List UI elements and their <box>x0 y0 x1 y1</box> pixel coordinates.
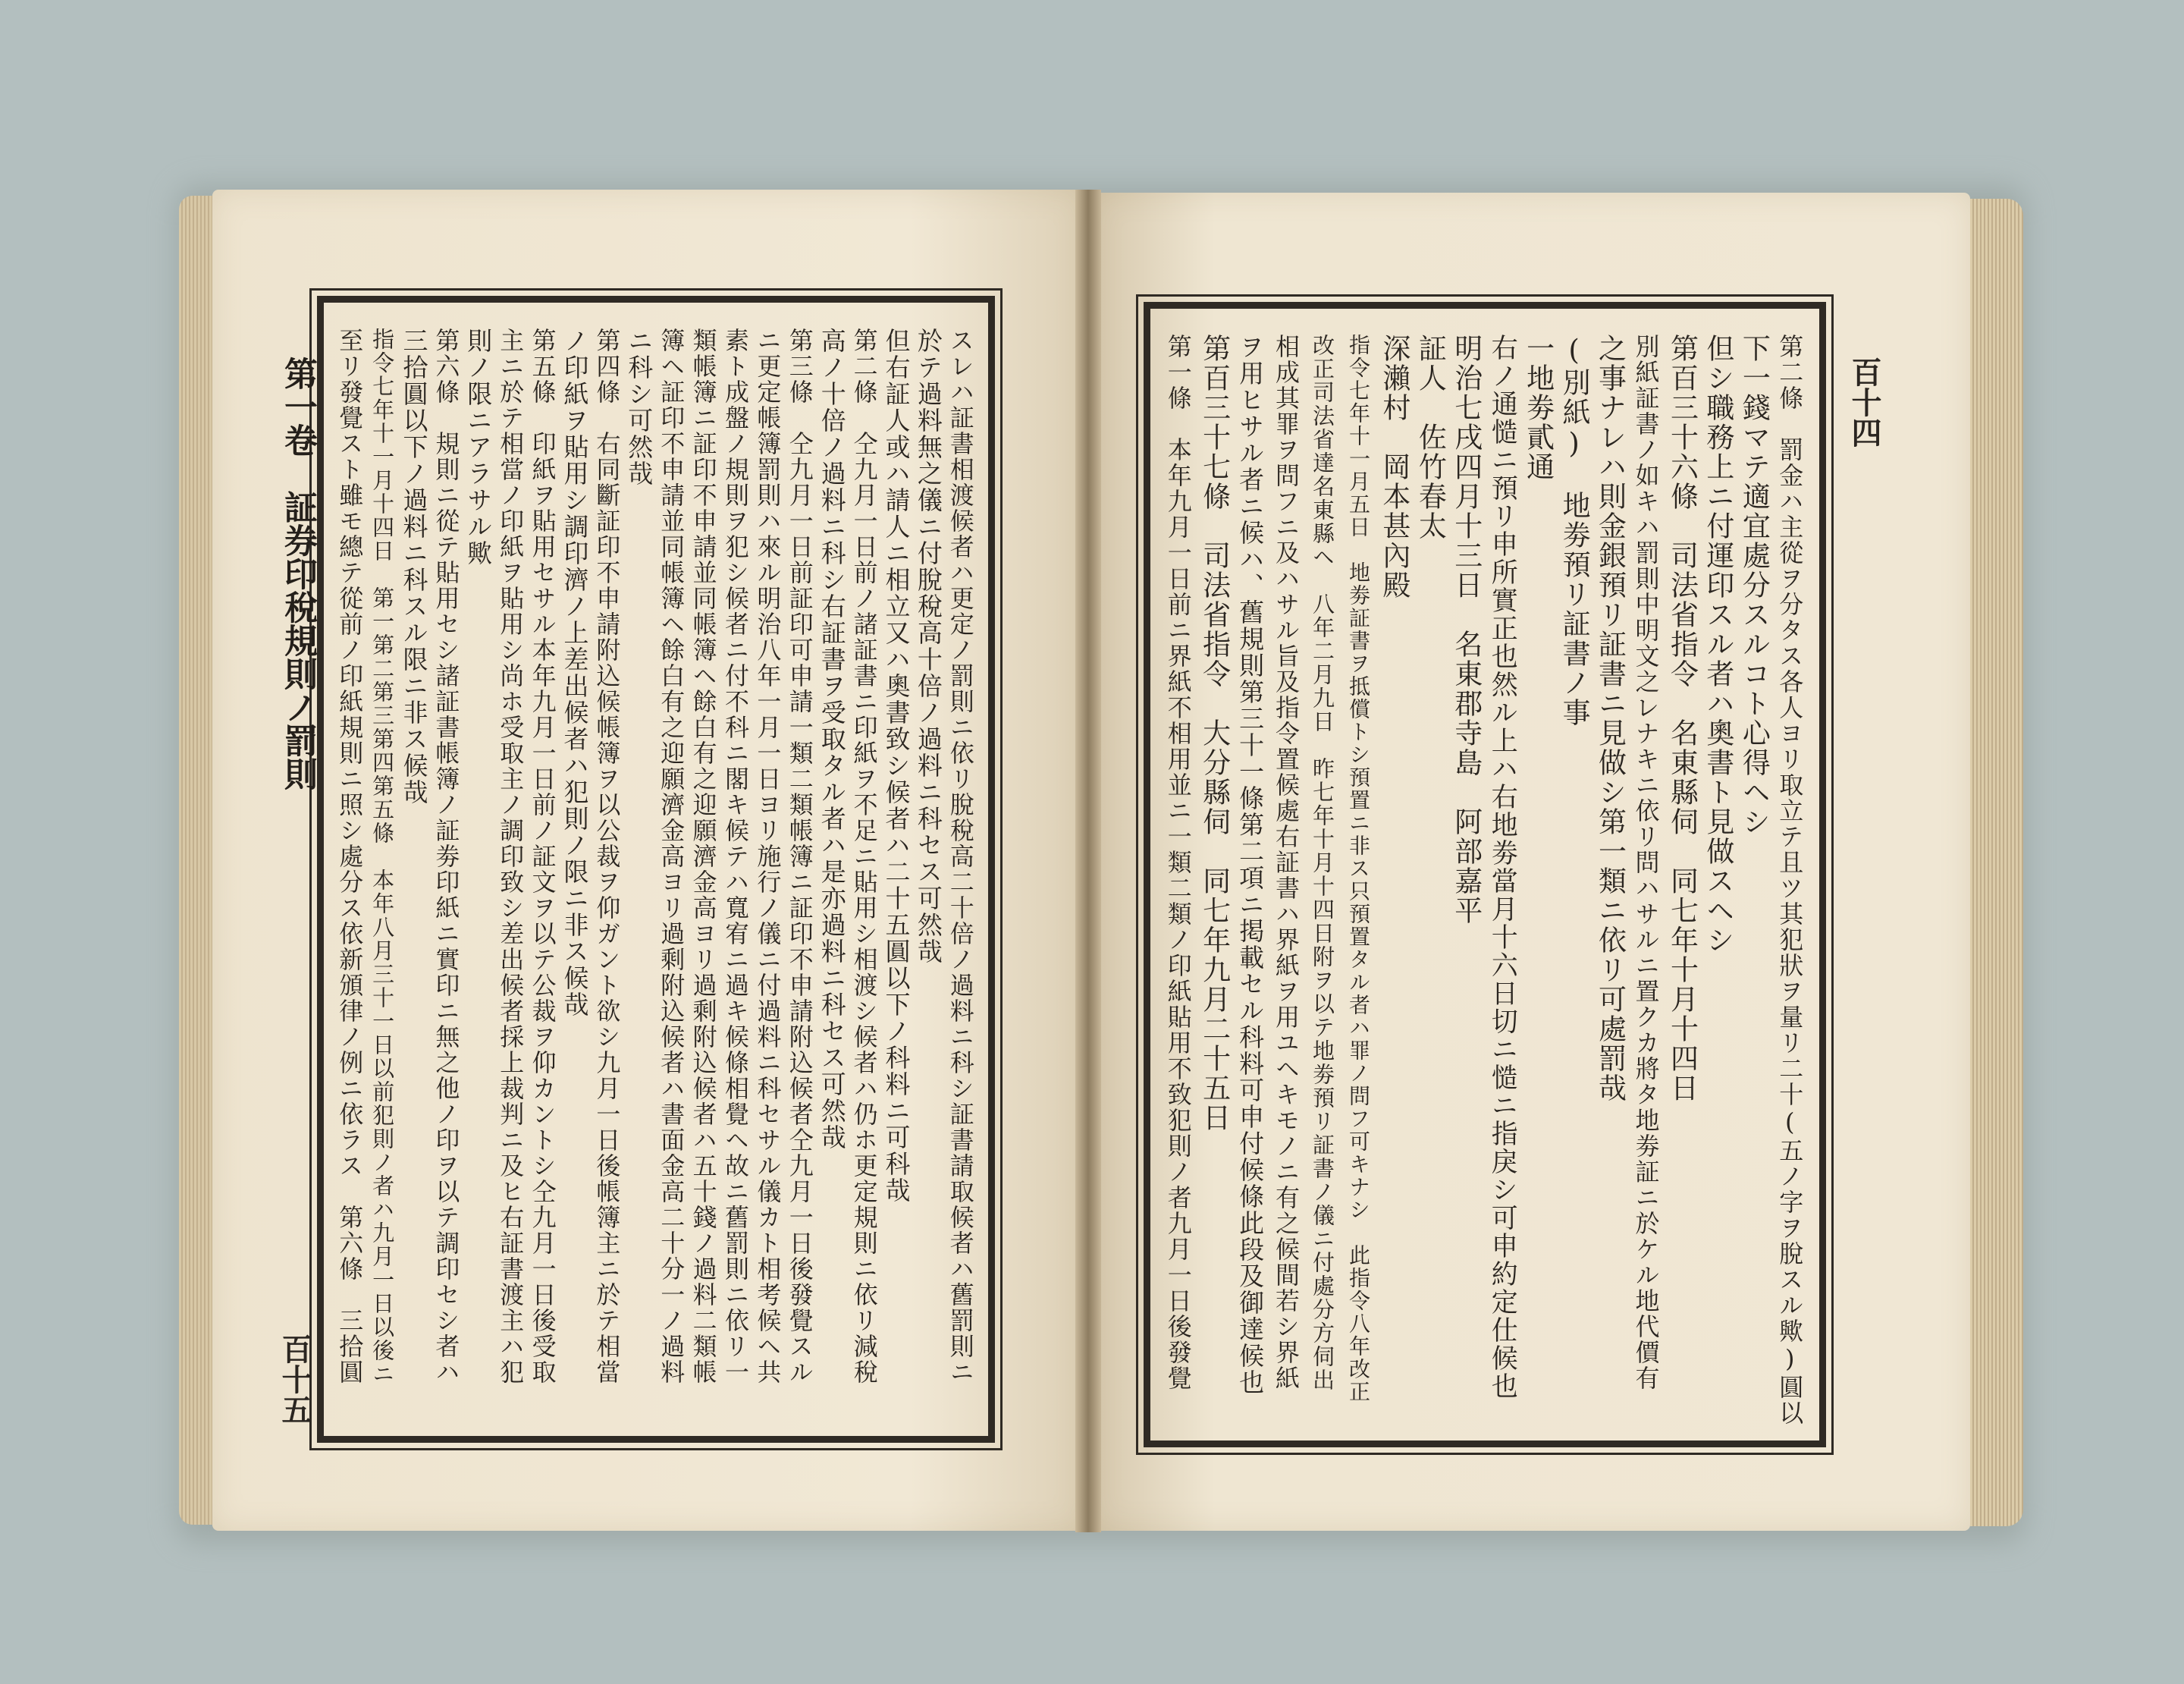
text-column: 主ニ於テ相當ノ印紙ヲ貼用シ尚ホ受取主ノ調印致シ差出候者採上裁判ニ及ヒ右証書渡主ハ犯 <box>496 328 526 1385</box>
text-column: スレハ証書相渡候者ハ更定ノ罰則ニ依リ脫稅高二十倍ノ過料ニ科シ証書請取候者ハ舊罰則ニ <box>946 328 975 1385</box>
text-column: 三拾圓以下ノ過料ニ科スル限ニ非ス候哉 <box>399 328 429 806</box>
text-column: 簿ヘ証印不申請並同帳簿ヘ餘白有之迎願濟金高ヨリ過剩附込候者ハ書面金高二十分一ノ過料 <box>657 328 686 1385</box>
text-column: 第百三十七條 司法省指令 大分縣伺 同七年九月二十五日 <box>1197 334 1231 1133</box>
text-column: 於テ過料無之儀ニ付脫稅高十倍ノ過料ニ科セス可然哉 <box>913 328 943 965</box>
text-column: 第一條 本年九月一日前ニ界紙不相用並ニ一類二類ノ印紙貼用不致犯則ノ者九月一日後發覺 <box>1163 334 1193 1391</box>
text-column: 第五條 印紙ヲ貼用セサル本年九月一日前ノ証文ヲ以テ公裁ヲ仰カントシ仝九月一日後受取 <box>528 328 557 1385</box>
text-column: ノ印紙ヲ貼用シ調印濟ノ上差出候者ハ犯則ノ限ニ非ス候哉 <box>560 328 590 1018</box>
page-number-left: 百十五 <box>277 1334 312 1425</box>
text-column: 之事ナレハ則金銀預リ証書ニ見做シ第一類ニ依リ可處罰哉 <box>1593 334 1627 1103</box>
running-head: 第一卷 証券印稅規則ノ罰則 <box>278 357 317 790</box>
text-column: 下一錢マテ適宜處分スルコト心得ヘシ <box>1737 334 1771 837</box>
book-gutter <box>1075 190 1101 1532</box>
text-column: 第四條 右同斷証印不申請附込候帳簿ヲ以公裁ヲ仰ガント欲シ九月一日後帳簿主ニ於テ相當 <box>592 328 622 1385</box>
text-column: 別紙証書ノ如キハ罰則中明文之レナキニ依リ問ハサルニ置クカ將タ地劵証ニ於ケル地代價有 <box>1631 334 1661 1391</box>
text-column: 但シ職務上ニ付運印スル者ハ奧書ト見做スヘシ <box>1701 334 1734 955</box>
text-column: 深瀨村 岡本甚內殿 <box>1377 334 1410 600</box>
text-column: 高ノ十倍ノ過料ニ科シ右証書ヲ受取タル者ハ是亦過料ニ科セス可然哉 <box>817 328 847 1151</box>
text-column: (別紙) 地劵預リ証書ノ事 <box>1558 334 1591 727</box>
text-column: ニ科シ可然哉 <box>624 328 654 487</box>
text-column: ヲ用ヒサル者ニ候ハ、舊規則第三十一條第二項ニ掲載セル科料可申付候條此段及御達候也 <box>1235 334 1266 1396</box>
text-column: ニ更定帳簿罰則ハ來ル明治八年一月一日ヨリ施行ノ儀ニ付過料ニ科セサル儀カト相考候ヘ共 <box>753 328 783 1385</box>
text-column: 素ト成盤ノ規則ヲ犯シ候者ニ付不科ニ閣キ候テハ寬宥ニ過キ候條相覺ヘ故ニ舊罰則ニ依リ一 <box>721 328 750 1385</box>
text-column: 則ノ限ニアラサル歟 <box>463 328 494 567</box>
text-column: 明治七戌四月十三日 名東郡寺島 阿部嘉平 <box>1449 334 1483 925</box>
text-column: 右ノ通慥ニ預リ申所實正也然ル上ハ右地劵當月十六日切ニ慥ニ指戾シ可申約定仕候也 <box>1487 334 1518 1400</box>
text-column: 改正司法省達名東縣ヘ 八年二月九日 昨七年十月十四日附ヲ以テ地劵預リ証書ノ儀ニ付處分方伺出 <box>1310 334 1335 1392</box>
text-column: 第三條 仝九月一日前証印可申請一類二類帳簿ニ証印不申請附込候者仝九月一日後發覺スル <box>785 328 814 1385</box>
page-number-right: 百十四 <box>1847 357 1882 448</box>
text-column: 第二條 仝九月一日前ノ諸証書ニ印紙ヲ不足ニ貼用シ相渡シ候者ハ仍ホ更定規則ニ依リ減稅 <box>849 328 879 1385</box>
text-column: 指令七年十一月十四日 第一第二第三第四第五條 本年八月三十一日以前犯則ノ者ハ九月一日以後ニ <box>369 328 396 1386</box>
text-column: 第二條 罰金ハ主從ヲ分タス各人ヨリ取立テ且ツ其犯狀ヲ量リ二十(五ノ字ヲ脫スル歟)圓以 <box>1775 334 1805 1426</box>
text-column: 但右証人或ハ請人ニ相立又ハ奧書致シ候者ハ二十五圓以下ノ科料ニ可科哉 <box>881 328 912 1204</box>
text-column: 第百三十六條 司法省指令 名東縣伺 同七年十月十四日 <box>1665 334 1699 1103</box>
right-page-edges <box>1961 199 2023 1526</box>
text-column: 証人 佐竹春太 <box>1414 334 1447 541</box>
text-column: 相成其罪ヲ問フニ及ハサル旨及指令置候處右証書ハ界紙ヲ用ユヘキモノニ有之候間若シ界紙 <box>1272 334 1301 1391</box>
text-column: 指令七年十一月五日 地劵証書ヲ抵償トシ預置ニ非ス只預置タル者ハ罪ノ問フ可キナシ 此指令八年改正 <box>1345 334 1371 1403</box>
text-column: 至リ發覺スト雖モ總テ從前ノ印紙規則ニ照シ處分ス依新頒律ノ例ニ依ラス 第六條 三拾圓 <box>335 328 365 1385</box>
text-column: 第六條 規則ニ從テ貼用セシ諸証書帳簿ノ証劵印紙ニ實印ニ無之他ノ印ヲ以テ調印セシ者ハ <box>431 328 461 1385</box>
text-column: 類帳簿ニ証印不申請並同帳簿ヘ餘白有之迎願濟金高ヨリ過剩附込候者ハ五十錢ノ過料二類帳 <box>689 328 718 1385</box>
text-column: 一地劵貳通 <box>1521 334 1555 482</box>
